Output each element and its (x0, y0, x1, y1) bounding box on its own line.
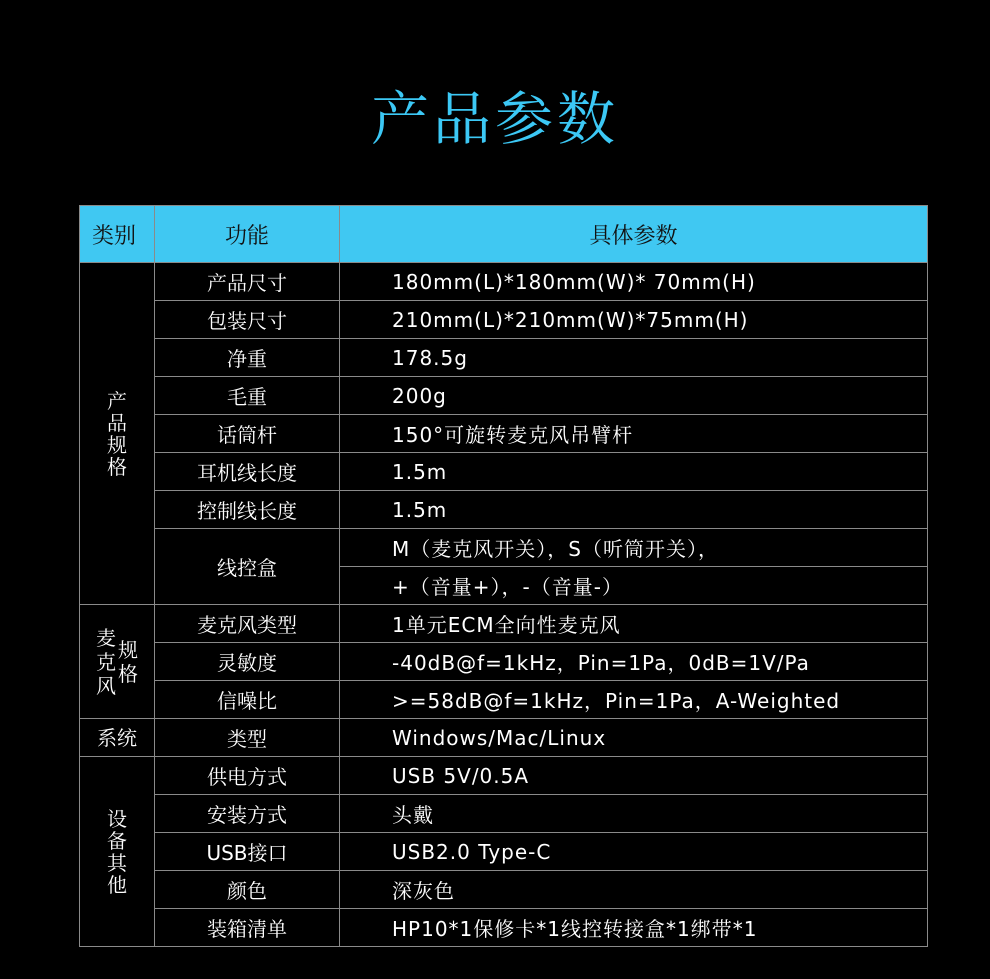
table-row (80, 719, 928, 757)
function-cell: 灵敏度 (155, 643, 340, 681)
param-cell: 200g (340, 377, 928, 415)
table-row (80, 339, 928, 377)
function-cell: 线控盒 (155, 529, 340, 605)
function-cell: 耳机线长度 (155, 453, 340, 491)
function-cell: 安装方式 (155, 795, 340, 833)
header-function: 功能 (155, 206, 340, 263)
spec-table (79, 205, 928, 947)
category-system: 系统 (80, 719, 155, 757)
param-cell: M（麦克风开关），S（听筒开关）， (340, 529, 928, 567)
table-row (80, 681, 928, 719)
param-cell: Windows/Mac/Linux (340, 719, 928, 757)
category-char: 他 (107, 872, 127, 897)
table-row (80, 529, 928, 567)
function-cell: 麦克风类型 (155, 605, 340, 643)
page-title: 产品参数 (370, 85, 619, 153)
category-char: 产 (107, 388, 127, 413)
category-char: 克 (96, 649, 116, 674)
param-cell: 1.5m (340, 491, 928, 529)
param-cell: >=58dB@f=1kHz，Pin=1Pa，A-Weighted (340, 681, 928, 719)
param-cell: +（音量+），-（音量-） (340, 567, 928, 605)
function-cell: 供电方式 (155, 757, 340, 795)
param-cell: 头戴 (340, 795, 928, 833)
param-cell: 1.5m (340, 453, 928, 491)
category-device-other (80, 757, 155, 947)
function-cell: USB接口 (155, 833, 340, 871)
param-cell: 深灰色 (340, 871, 928, 909)
param-cell: 150°可旋转麦克风吊臂杆 (340, 415, 928, 453)
category-char: 其 (107, 850, 127, 875)
table-row (80, 605, 928, 643)
table-row (80, 909, 928, 947)
param-cell: 210mm(L)*210mm(W)*75mm(H) (340, 301, 928, 339)
category-product-spec (80, 263, 155, 605)
category-char: 品 (107, 410, 127, 435)
category-char: 麦 (96, 625, 116, 650)
param-cell: 178.5g (340, 339, 928, 377)
function-cell: 信噪比 (155, 681, 340, 719)
param-cell: 1单元ECM全向性麦克风 (340, 605, 928, 643)
table-row (80, 833, 928, 871)
param-cell: -40dB@f=1kHz，Pin=1Pa，0dB=1V/Pa (340, 643, 928, 681)
category-char: 规 (107, 432, 127, 457)
table-row (80, 263, 928, 301)
category-char: 规 (118, 637, 138, 662)
function-cell: 包装尺寸 (155, 301, 340, 339)
category-mic-spec (80, 605, 155, 719)
category-char: 风 (96, 673, 116, 698)
table-row (80, 301, 928, 339)
category-char: 格 (107, 454, 127, 479)
category-char: 备 (107, 828, 127, 853)
table-row (80, 415, 928, 453)
param-cell: 180mm(L)*180mm(W)* 70mm(H) (340, 263, 928, 301)
table-row (80, 377, 928, 415)
table-row (80, 871, 928, 909)
function-cell: 净重 (155, 339, 340, 377)
category-char: 格 (118, 661, 138, 686)
header-params: 具体参数 (340, 206, 928, 263)
function-cell: 类型 (155, 719, 340, 757)
function-cell: 装箱清单 (155, 909, 340, 947)
table-row (80, 757, 928, 795)
table-row (80, 453, 928, 491)
param-cell: USB 5V/0.5A (340, 757, 928, 795)
table-row (80, 643, 928, 681)
function-cell: 话筒杆 (155, 415, 340, 453)
table-header-row (80, 206, 928, 263)
category-char: 设 (107, 806, 127, 831)
function-cell: 毛重 (155, 377, 340, 415)
function-cell: 颜色 (155, 871, 340, 909)
table-row (80, 795, 928, 833)
param-cell: USB2.0 Type-C (340, 833, 928, 871)
function-cell: 控制线长度 (155, 491, 340, 529)
header-category: 类别 (80, 206, 155, 263)
param-cell: HP10*1保修卡*1线控转接盒*1绑带*1 (340, 909, 928, 947)
function-cell: 产品尺寸 (155, 263, 340, 301)
table-row (80, 491, 928, 529)
